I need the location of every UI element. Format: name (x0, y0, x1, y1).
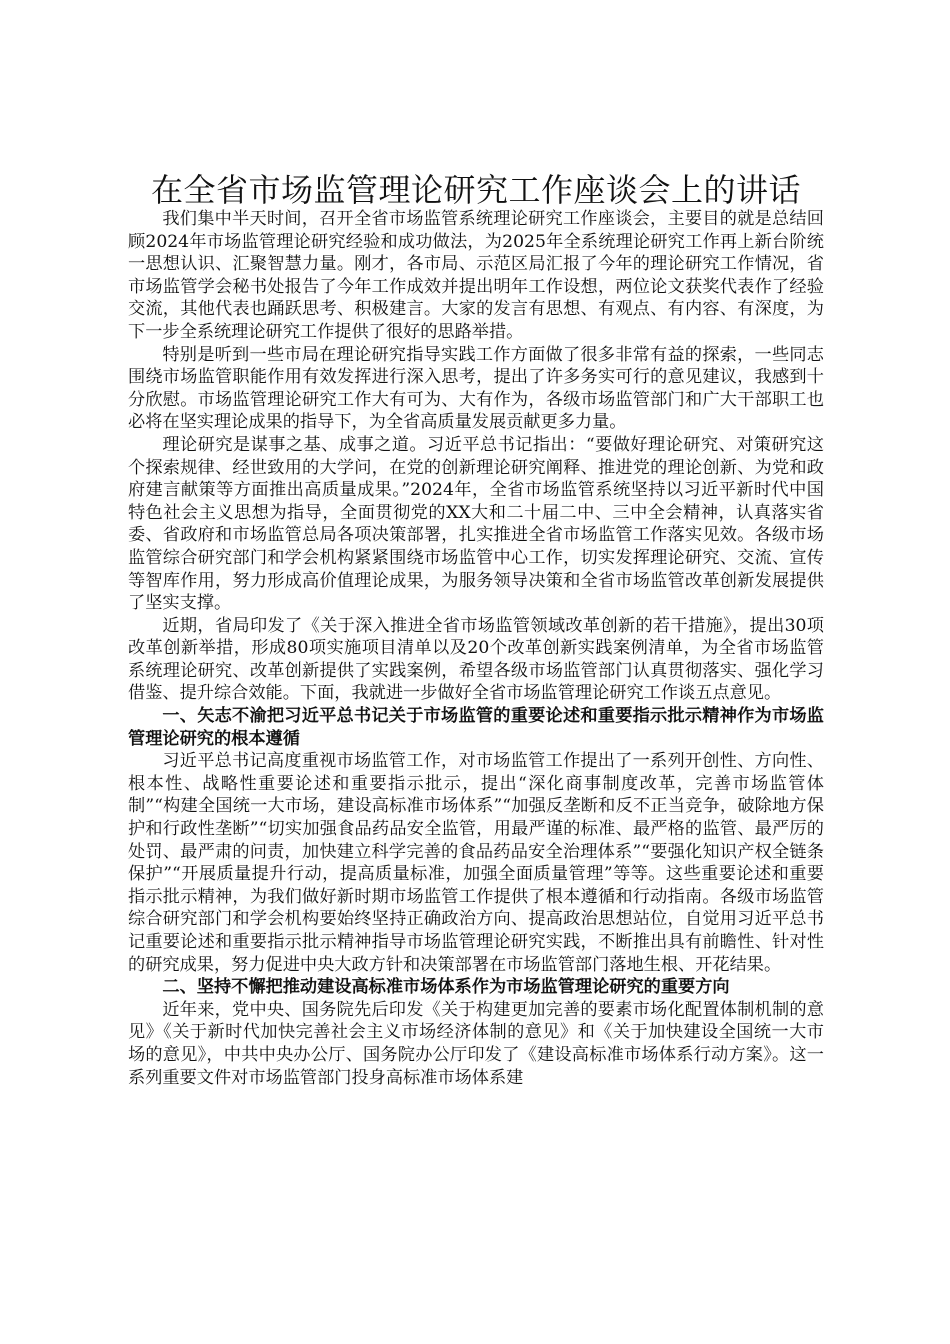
section-heading-2: 二、坚持不懈把推动建设高标准市场体系作为市场监管理论研究的重要方向 (162, 977, 730, 998)
paragraph-intro: 我们集中半天时间，召开全省市场监管系统理论研究工作座谈会，主要目的就是总结回顾2024年市场监管理论研究经验和成功做法，为2025年全系统理论研究工作再上新台阶统一思想认识、汇聚智慧力量。刚才，各市局、示范区局汇报了今年的理论研究工作情况，省市场监管学会秘书处报告了今年工作成效并提出明年工作设想，两位论文获奖代表作了经验交流，其他代表也踊跃思考、积极建言。大家的发言有思想、有观点、有内容、有深度，为下一步全系统理论研究工作提供了很好的思路举措。 (128, 209, 824, 342)
paragraph-reform-measures: 近期，省局印发了《关于深入推进全省市场监管领域改革创新的若干措施》，提出30项改革创新举措，形成80项实施项目清单以及20个改革创新实践案例清单，为全省市场监管系统理论研究、改革创新提供了实践案例，希望各级市场监管部门认真贯彻落实、强化学习借鉴、提升综合效能。下面，我就进一步做好全省市场监管理论研究工作谈五点意见。 (128, 615, 824, 704)
document-title: 在全省市场监管理论研究工作座谈会上的讲话 (150, 171, 801, 209)
paragraph-section-1: 习近平总书记高度重视市场监管工作，对市场监管工作提出了一系列开创性、方向性、根本性、战略性重要论述和重要指示批示，提出“深化商事制度改革，完善市场监管体制”“构建全国统一大市场，建设高标准市场体系”“加强反垄断和反不正当竞争，破除地方保护和行政性垄断”“切实加强食品药品安全监管，用最严谨的标准、最严格的监管、最严厉的处罚、最严肃的问责，加快建立科学完善的食品药品安全治理体系”“要强化知识产权全链条保护”“开展质量提升行动，提高质量标准，加强全面质量管理”等等。这些重要论述和重要指示批示精神，为我们做好新时期市场监管工作提供了根本遵循和行动指南。各级市场监管综合研究部门和学会机构要始终坚持正确政治方向、提高政治思想站位，自觉用习近平总书记重要论述和重要指示批示精神指导市场监管理论研究实践，不断推出具有前瞻性、针对性的研究成果，努力促进中央大政方针和决策部署在市场监管部门落地生根、开花结果。 (128, 751, 824, 975)
paragraph-appreciation: 特别是听到一些市局在理论研究指导实践工作方面做了很多非常有益的探索，一些同志围绕市场监管职能作用有效发挥进行深入思考，提出了许多务实可行的意见建议，我感到十分欣慰。市场监管理论研究工作大有可为、大有作为，各级市场监管部门和广大干部职工也必将在坚实理论成果的指导下，为全省高质量发展贡献更多力量。 (128, 344, 824, 433)
paragraph-section-2: 近年来，党中央、国务院先后印发《关于构建更加完善的要素市场化配置体制机制的意见》《关于新时代加快完善社会主义市场经济体制的意见》和《关于加快建设全国统一大市场的意见》，中共中央办公厅、国务院办公厅印发了《建设高标准市场体系行动方案》。这一系列重要文件对市场监管部门投身高标准市场体系建 (128, 999, 824, 1088)
document-body (128, 208, 824, 1089)
section-heading-1: 一、矢志不渝把习近平总书记关于市场监管的重要论述和重要指示批示精神作为市场监管理论研究的根本遵循 (128, 706, 824, 749)
paragraph-theory-research: 理论研究是谋事之基、成事之道。习近平总书记指出：“要做好理论研究、对策研究这个探索规律、经世致用的大学问，在党的创新理论研究阐释、推进党的理论创新、为党和政府建言献策等方面推出高质量成果。”2024年，全省市场监管系统坚持以习近平新时代中国特色社会主义思想为指导，全面贯彻党的XX大和二十届二中、三中全会精神，认真落实省委、省政府和市场监管总局各项决策部署，扎实推进全省市场监管工作落实见效。各级市场监管综合研究部门和学会机构紧紧围绕市场监管中心工作，切实发挥理论研究、交流、宣传等智库作用，努力形成高价值理论成果，为服务领导决策和全省市场监管改革创新发展提供了坚实支撑。 (128, 434, 824, 614)
